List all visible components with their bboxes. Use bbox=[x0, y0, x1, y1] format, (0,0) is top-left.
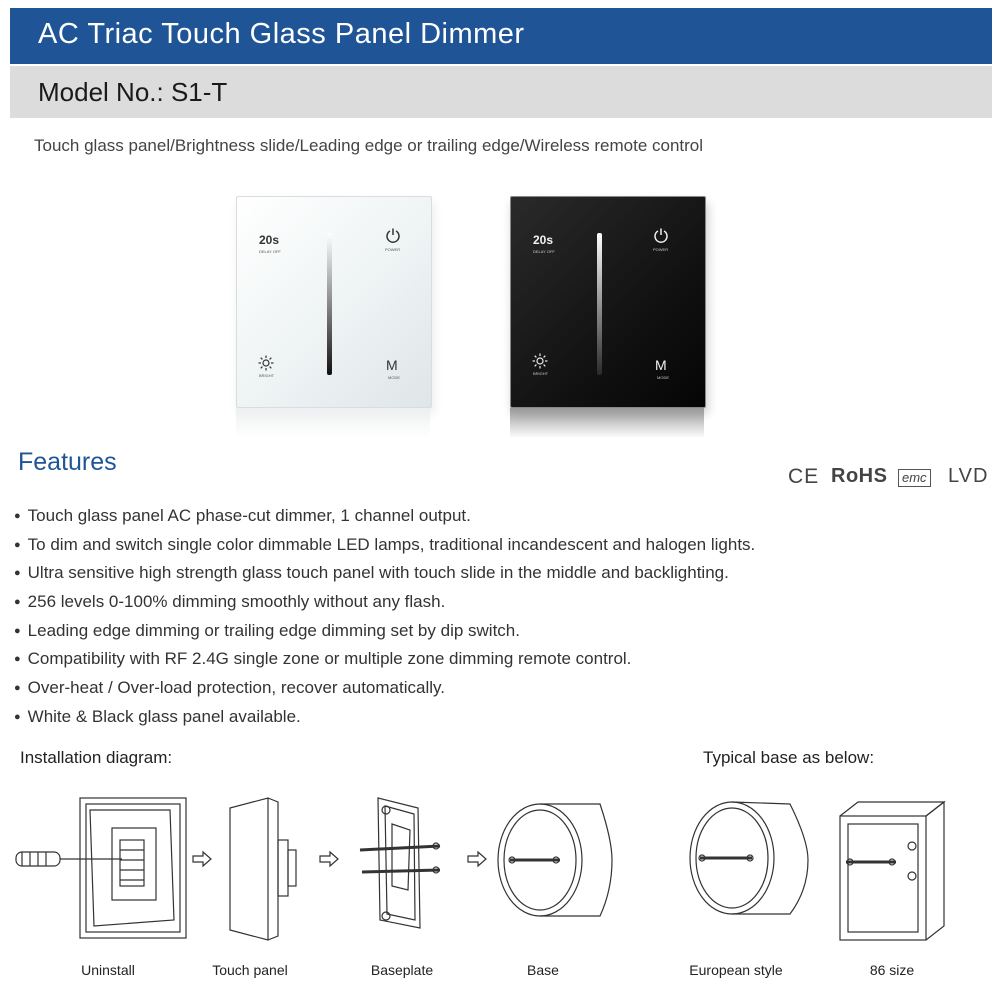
bright-sub-label: BRIGHT bbox=[259, 373, 275, 378]
page-title: AC Triac Touch Glass Panel Dimmer bbox=[38, 18, 525, 50]
title-bar bbox=[10, 8, 992, 64]
caption-european-style: European style bbox=[689, 962, 783, 978]
arrow-icon bbox=[193, 852, 211, 866]
caption-uninstall: Uninstall bbox=[81, 962, 135, 978]
timer-label: 20s bbox=[533, 233, 554, 247]
power-icon bbox=[385, 227, 401, 243]
brightness-icon bbox=[532, 353, 548, 369]
touch-slider bbox=[327, 233, 332, 375]
bright-sub-label: BRIGHT bbox=[533, 371, 549, 376]
feature-item: ● To dim and switch single color dimmable LED lamps, traditional incandescent and halogen lights. bbox=[14, 534, 755, 563]
base-illustration bbox=[498, 804, 612, 916]
features-list bbox=[14, 505, 755, 735]
feature-item: ● Over-heat / Over-load protection, recover automatically. bbox=[14, 677, 755, 706]
model-number: Model No.: S1-T bbox=[38, 77, 228, 107]
emc-mark: emc bbox=[898, 469, 931, 487]
power-sub-label: POWER bbox=[653, 247, 669, 252]
caption-touch-panel: Touch panel bbox=[212, 962, 288, 978]
model-bar bbox=[10, 66, 992, 118]
arrow-icon bbox=[468, 852, 486, 866]
rohs-mark: RoHS bbox=[831, 465, 888, 487]
86-size-illustration bbox=[840, 802, 944, 940]
caption-baseplate: Baseplate bbox=[370, 962, 434, 978]
installation-diagram-label: Installation diagram: bbox=[20, 748, 173, 767]
power-icon bbox=[653, 227, 669, 243]
caption-base: Base bbox=[527, 962, 559, 978]
mode-label: M bbox=[386, 357, 398, 373]
feature-item: ● Touch glass panel AC phase-cut dimmer, 1 channel output. bbox=[14, 505, 755, 534]
mode-label: M bbox=[655, 357, 667, 373]
brightness-icon bbox=[258, 355, 274, 371]
ce-mark: CE bbox=[788, 465, 820, 488]
typical-base-label: Typical base as below: bbox=[703, 748, 875, 767]
baseplate-illustration bbox=[360, 798, 440, 928]
feature-item: ● Ultra sensitive high strength glass touch panel with touch slide in the middle and backlighting. bbox=[14, 562, 755, 591]
black-glass-panel bbox=[510, 196, 706, 408]
touch-panel-illustration bbox=[230, 798, 296, 940]
caption-86-size: 86 size bbox=[869, 962, 915, 978]
timer-label: 20s bbox=[259, 233, 280, 247]
feature-item: ● Leading edge dimming or trailing edge dimming set by dip switch. bbox=[14, 620, 755, 649]
black-panel-reflection bbox=[510, 408, 704, 438]
mode-sub-label: MODE bbox=[657, 375, 669, 380]
product-subtitle: Touch glass panel/Brightness slide/Leading edge or trailing edge/Wireless remote control bbox=[34, 136, 704, 155]
feature-item: ● White & Black glass panel available. bbox=[14, 706, 755, 735]
mode-sub-label: MODE bbox=[388, 375, 400, 380]
feature-item: ● Compatibility with RF 2.4G single zone or multiple zone dimming remote control. bbox=[14, 648, 755, 677]
features-title: Features bbox=[18, 448, 117, 476]
white-panel-reflection bbox=[236, 408, 430, 438]
white-glass-panel bbox=[236, 196, 432, 408]
uninstall-illustration bbox=[16, 798, 186, 938]
european-style-illustration bbox=[690, 802, 808, 914]
power-sub-label: POWER bbox=[385, 247, 401, 252]
touch-slider bbox=[597, 233, 602, 375]
lvd-mark: LVD bbox=[948, 465, 989, 487]
timer-sub-label: DELAY OFF bbox=[259, 249, 281, 254]
feature-item: ● 256 levels 0-100% dimming smoothly without any flash. bbox=[14, 591, 755, 620]
arrow-icon bbox=[320, 852, 338, 866]
timer-sub-label: DELAY OFF bbox=[533, 249, 555, 254]
installation-diagram bbox=[0, 780, 1000, 960]
